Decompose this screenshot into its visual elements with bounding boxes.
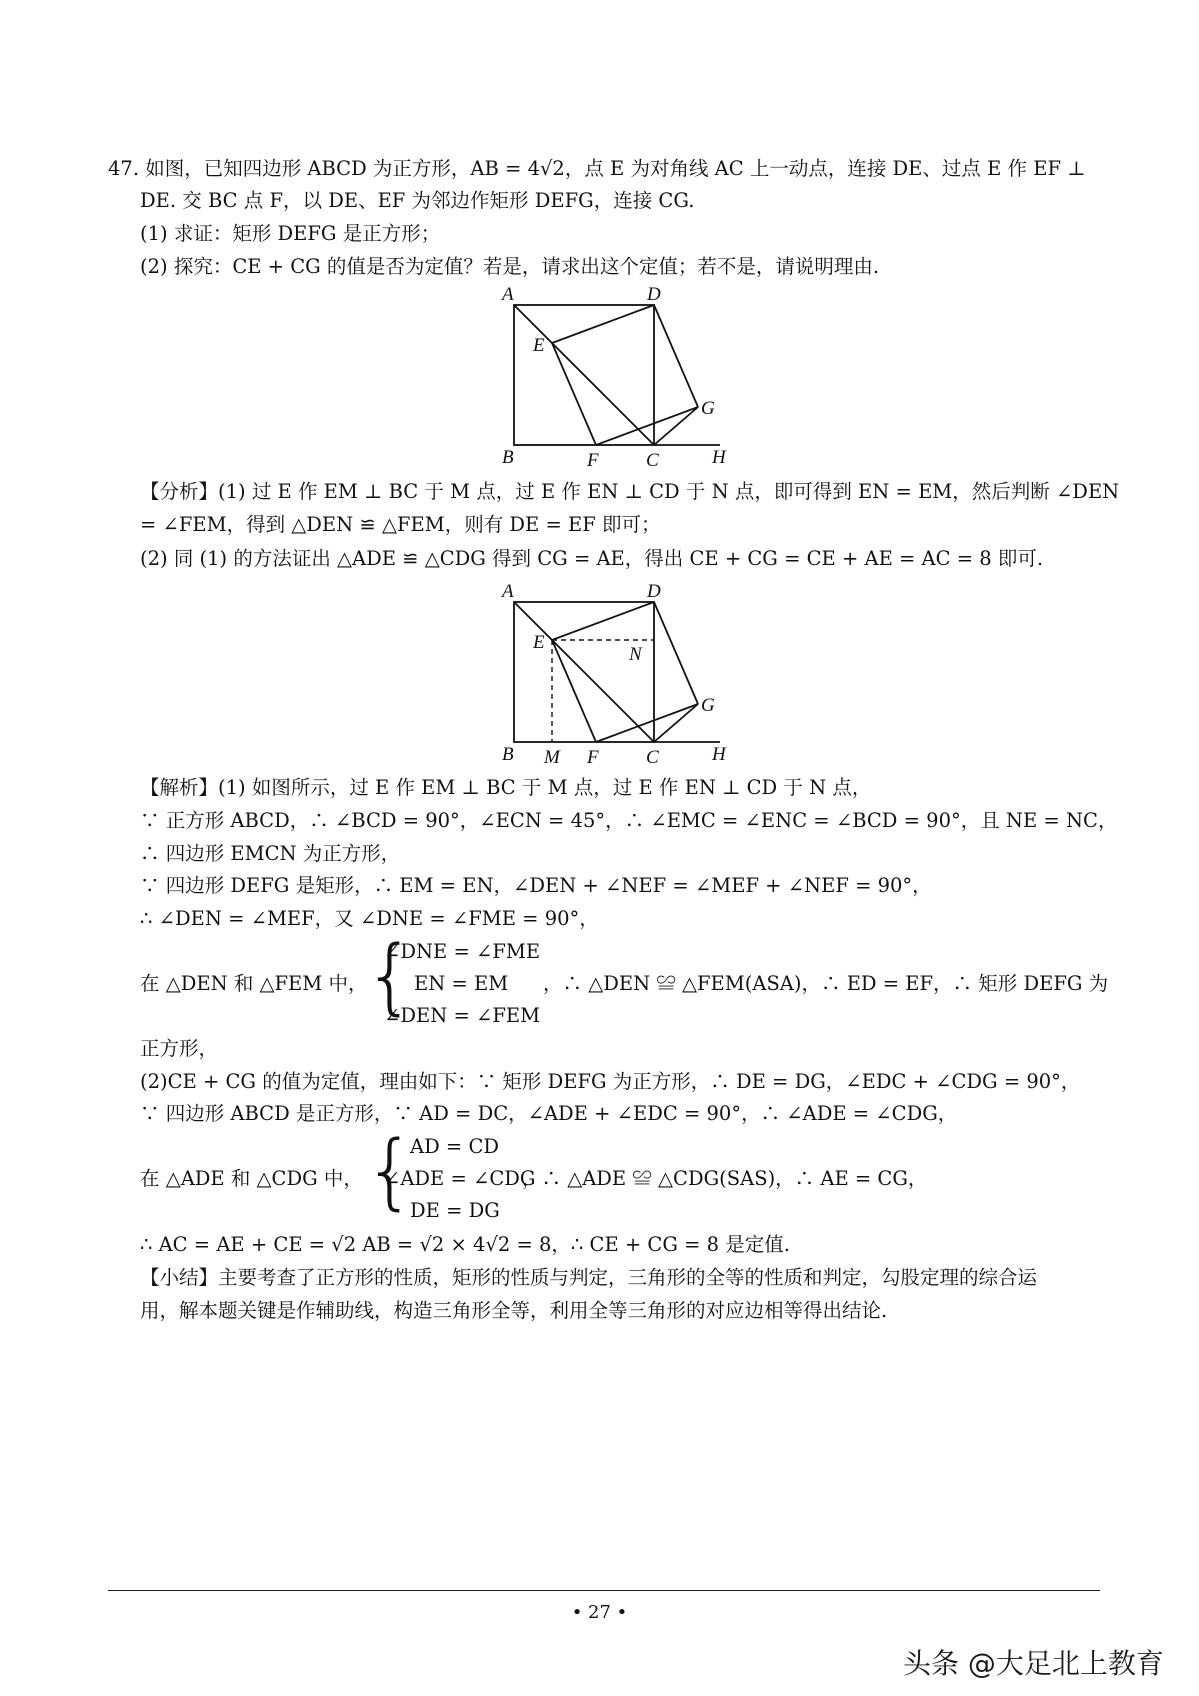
label-h: H [712,744,726,765]
solution-line-7: (2)CE + CG 的值为定值，理由如下：∵ 矩形 DEFG 为正方形，∴ DE = DG，∠EDC + ∠CDG = 90°， [140,1070,1081,1093]
system-2-prefix: 在 △ADE 和 △CDG 中， [140,1167,363,1190]
label-g: G [701,398,715,419]
segment-fg [596,704,698,742]
system-1-brace: { [364,929,417,1024]
label-c: C [646,450,659,470]
watermark: 头条 @大足北上教育 [903,1647,1164,1680]
label-f: F [587,450,599,470]
label-h: H [712,447,726,468]
system-1-row-2: EN = EM [414,972,509,995]
figure-2 [495,582,745,767]
label-c: C [646,747,659,767]
analysis-line-3: (2) 同 (1) 的方法证出 △ADE ≌ △CDG 得到 CG = AE，得出 CE + CG = CE + AE = AC = 8 即可. [140,547,1044,570]
analysis-line-2: = ∠FEM，得到 △DEN ≌ △FEM，则有 DE = EF 即可； [140,513,661,536]
system-2-brace: { [364,1124,417,1219]
label-n: N [629,644,642,665]
system-2-row-2: ∠ADE = ∠CDG [384,1167,536,1190]
problem-part-1: (1) 求证：矩形 DEFG 是正方形； [140,222,441,245]
label-d: D [647,582,661,602]
summary-line-1: 【小结】主要考查了正方形的性质，矩形的性质与判定，三角形的全等的性质和判定，勾股定理的综合运 [140,1266,1038,1289]
system-1-row-3: ∠DEN = ∠FEM [384,1004,541,1027]
system-2-row-3: DE = DG [410,1199,500,1222]
segment-cg [654,407,698,445]
segment-cg [654,704,698,742]
label-d: D [647,285,661,305]
solution-line-2: ∵ 正方形 ABCD，∴ ∠BCD = 90°，∠ECN = 45°，∴ ∠EMC = ∠ENC = ∠BCD = 90°，且 NE = NC， [140,809,1118,832]
label-b: B [502,447,514,468]
footer-rule [108,1590,1100,1591]
solution-line-8: ∵ 四边形 ABCD 是正方形，∵ AD = DC，∠ADE + ∠EDC = 90°，∴ ∠ADE = ∠CDG， [140,1102,958,1125]
system-2-row-1: AD = CD [410,1135,500,1158]
label-f: F [587,747,599,767]
solution-line-1: 【解析】(1) 如图所示，过 E 作 EM ⊥ BC 于 M 点，过 E 作 EN ⊥ CD 于 N 点， [140,776,872,799]
solution-line-5: ∴ ∠DEN = ∠MEF，又 ∠DNE = ∠FME = 90°， [140,907,599,930]
segment-ef [552,343,596,445]
problem-line-1: 47. 如图，已知四边形 ABCD 为正方形，AB = 4√2，点 E 为对角线 AC 上一动点，连接 DE、过点 E 作 EF ⊥ [108,157,1086,180]
segment-dg [654,602,698,704]
diagonal-ac [514,305,654,445]
solution-line-6: 正方形， [140,1037,219,1060]
problem-line-2: DE. 交 BC 点 F，以 DE、EF 为邻边作矩形 DEFG，连接 CG. [140,189,695,212]
analysis-line-1: 【分析】(1) 过 E 作 EM ⊥ BC 于 M 点，过 E 作 EN ⊥ CD 于 N 点，即可得到 EN = EM，然后判断 ∠DEN [140,480,1120,503]
system-2-suffix: ，∴ △ADE ≌ △CDG(SAS)，∴ AE = CG， [522,1167,928,1190]
label-a: A [502,582,514,602]
label-m: M [544,747,560,767]
label-g: G [701,695,715,716]
segment-de [552,305,654,343]
system-1-row-1: ∠DNE = ∠FME [384,940,541,963]
system-1-prefix: 在 △DEN 和 △FEM 中， [140,972,368,995]
solution-line-4: ∵ 四边形 DEFG 是矩形，∴ EM = EN，∠DEN + ∠NEF = ∠MEF + ∠NEF = 90°， [140,874,932,897]
label-b: B [502,744,514,765]
segment-fg [596,407,698,445]
segment-ef [552,640,596,742]
segment-de [552,602,654,640]
figure-1 [495,285,745,470]
solution-line-9: ∴ AC = AE + CE = √2 AB = √2 × 4√2 = 8，∴ CE + CG = 8 是定值. [140,1233,790,1256]
problem-part-2: (2) 探究：CE + CG 的值是否为定值？若是，请求出这个定值；若不是，请说明理由. [140,255,880,278]
page-number: • 27 • [571,1602,628,1623]
label-a: A [502,285,514,305]
summary-line-2: 用，解本题关键是作辅助线，构造三角形全等，利用全等三角形的对应边相等得出结论. [140,1299,888,1322]
segment-dg [654,305,698,407]
solution-line-3: ∴ 四边形 EMCN 为正方形， [140,842,401,865]
label-e: E [533,632,545,653]
label-e: E [533,335,545,356]
system-1-suffix: ，∴ △DEN ≌ △FEM(ASA)，∴ ED = EF，∴ 矩形 DEFG 为 [543,972,1109,995]
diagonal-ac [514,602,654,742]
